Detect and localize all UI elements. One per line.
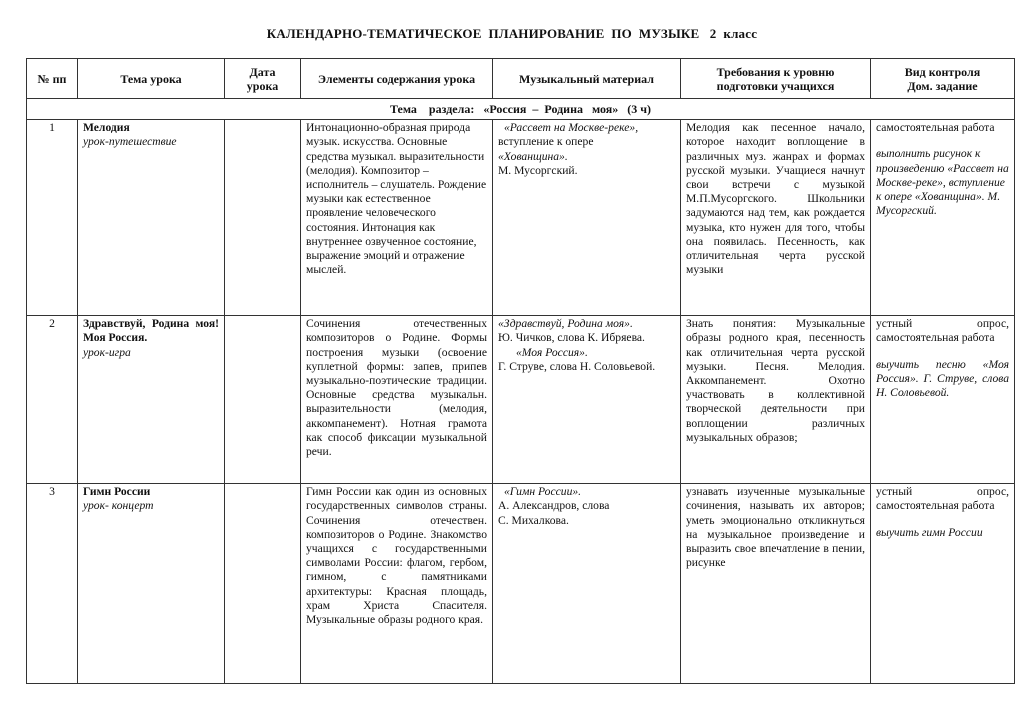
content-elements: Гимн России как один из основных государственных символов страны. Сочинения отечествен. композиторов о Родине. Знакомство учащихся с государственными символами России: флагом, гербом, гимном, с памятниками архитектуры: Красная площадь, храм Христа Спасителя. Музыкальные образы родного края.: [301, 484, 493, 684]
spacer: [876, 135, 1009, 147]
requirements: узнавать изученные музыкальные сочинения, называть их авторов; уметь эмоционально откликнуться на музыкальное произведение и выразить свое впечатление в пении, рисунке: [681, 484, 871, 684]
requirements: Знать понятия: Музыкальные образы родного края, песенность как отличительная черта русской музыки. Песня. Мелодия. Аккомпанемент. Охотно участвовать в коллективной творческой деятельности при воплощении различных музыкальных образов;: [681, 316, 871, 484]
row-number: 1: [27, 120, 78, 316]
homework: выполнить рисунок к произведению «Рассвет на Москве-реке», вступление к опере «Хованщина». М. Мусоргский.: [876, 147, 1009, 218]
control-type: устный опрос, самостоятельная работа: [876, 317, 1009, 345]
control-cell: [871, 484, 1015, 684]
lesson-date: [225, 484, 301, 684]
music-title-2: «Моя Россия».: [516, 345, 588, 359]
spacer: [876, 514, 1009, 526]
lesson-topic-cell: [78, 484, 225, 684]
music-title: «Рассвет на Москве-реке»,: [504, 121, 639, 135]
control-type: устный опрос, самостоятельная работа: [876, 485, 1009, 513]
control-cell: [871, 316, 1015, 484]
section-title: Тема раздела: «Россия – Родина моя» (3 ч): [27, 99, 1015, 120]
lesson-date: [225, 316, 301, 484]
music-title-2: «Хованщина».: [498, 149, 568, 163]
header-row: [27, 59, 1015, 99]
lesson-topic: Гимн России: [83, 485, 151, 499]
row-number: 3: [27, 484, 78, 684]
content-elements: Сочинения отечественных композиторов о Родине. Формы построения музыки (освоение куплетной формы: запев, припев музыкально-поэтические традиции. Основные средства музыкальн. выразительности (мелодия, аккомпанемент). Нотная грамота как способ фиксации музыкальной речи.: [301, 316, 493, 484]
music-note: вступление к опере: [498, 135, 594, 149]
lesson-topic-cell: [78, 120, 225, 316]
music-material: [493, 316, 681, 484]
lesson-type: урок-путешествие: [83, 135, 177, 149]
planning-table: [26, 58, 1015, 684]
spacer: [876, 346, 1009, 358]
header-date-line2: урока: [246, 78, 279, 93]
lesson-date: [225, 120, 301, 316]
header-req-line2: подготовки учащихся: [716, 78, 835, 93]
lesson-type: урок- концерт: [83, 499, 154, 513]
header-control-line1: Вид контроля: [904, 64, 981, 79]
header-num: № пп: [27, 59, 78, 99]
section-row: [27, 99, 1015, 120]
header-date: [225, 59, 301, 99]
homework: выучить песню «Моя Россия». Г. Струве, слова Н. Соловьевой.: [876, 357, 1009, 400]
control-type: самостоятельная работа: [876, 121, 995, 135]
requirements: Мелодия как песенное начало, которое находит воплощение в различных муз. жанрах и формах русской музыки. Учащиеся начнут свои встречи с музыкой М.П.Мусоргского. Школьники задумаются над тем, как рождается музыка, кто нужен для того, чтобы она появилась. Песенность, как отличительная черта русской музыки: [681, 120, 871, 316]
content-elements: Интонационно-образная природа музык. искусства. Основные средства музыкал. выразительности (мелодия). Композитор – исполнитель – слушатель. Рождение музыки как естественное проявление человеческого состояния. Интонация как внутреннее озвученное состояние, выражение эмоций и отражение мыслей.: [301, 120, 493, 316]
header-requirements: [681, 59, 871, 99]
music-material: [493, 120, 681, 316]
header-topic: Тема урока: [78, 59, 225, 99]
music-title: «Здравствуй, Родина моя».: [498, 317, 633, 331]
lesson-topic: Мелодия: [83, 121, 130, 135]
document-title: КАЛЕНДАРНО-ТЕМАТИЧЕСКОЕ ПЛАНИРОВАНИЕ ПО МУЗЫКЕ 2 класс: [266, 26, 758, 41]
table-row: [27, 316, 1015, 484]
row-number: 2: [27, 316, 78, 484]
header-date-line1: Дата: [249, 64, 276, 79]
music-author: Г. Струве, слова Н. Соловьевой.: [498, 359, 656, 373]
music-note: А. Александров, слова: [498, 499, 610, 513]
header-control-line2: Дом. задание: [907, 78, 978, 93]
header-control: [871, 59, 1015, 99]
music-material: [493, 484, 681, 684]
control-cell: [871, 120, 1015, 316]
lesson-type: урок-игра: [83, 345, 131, 359]
lesson-topic-cell: [78, 316, 225, 484]
table-row: [27, 484, 1015, 684]
header-elements: Элементы содержания урока: [301, 59, 493, 99]
table-row: [27, 120, 1015, 316]
homework: выучить гимн России: [876, 525, 983, 539]
music-title: «Гимн России».: [504, 485, 582, 499]
header-music: Музыкальный материал: [493, 59, 681, 99]
music-author: М. Мусоргский.: [498, 163, 578, 177]
header-req-line1: Требования к уровню: [716, 64, 835, 79]
music-author: С. Михалкова.: [498, 513, 569, 527]
music-note: Ю. Чичков, слова К. Ибряева.: [498, 331, 645, 345]
lesson-topic: Здравствуй, Родина моя! Моя Россия.: [83, 317, 219, 345]
